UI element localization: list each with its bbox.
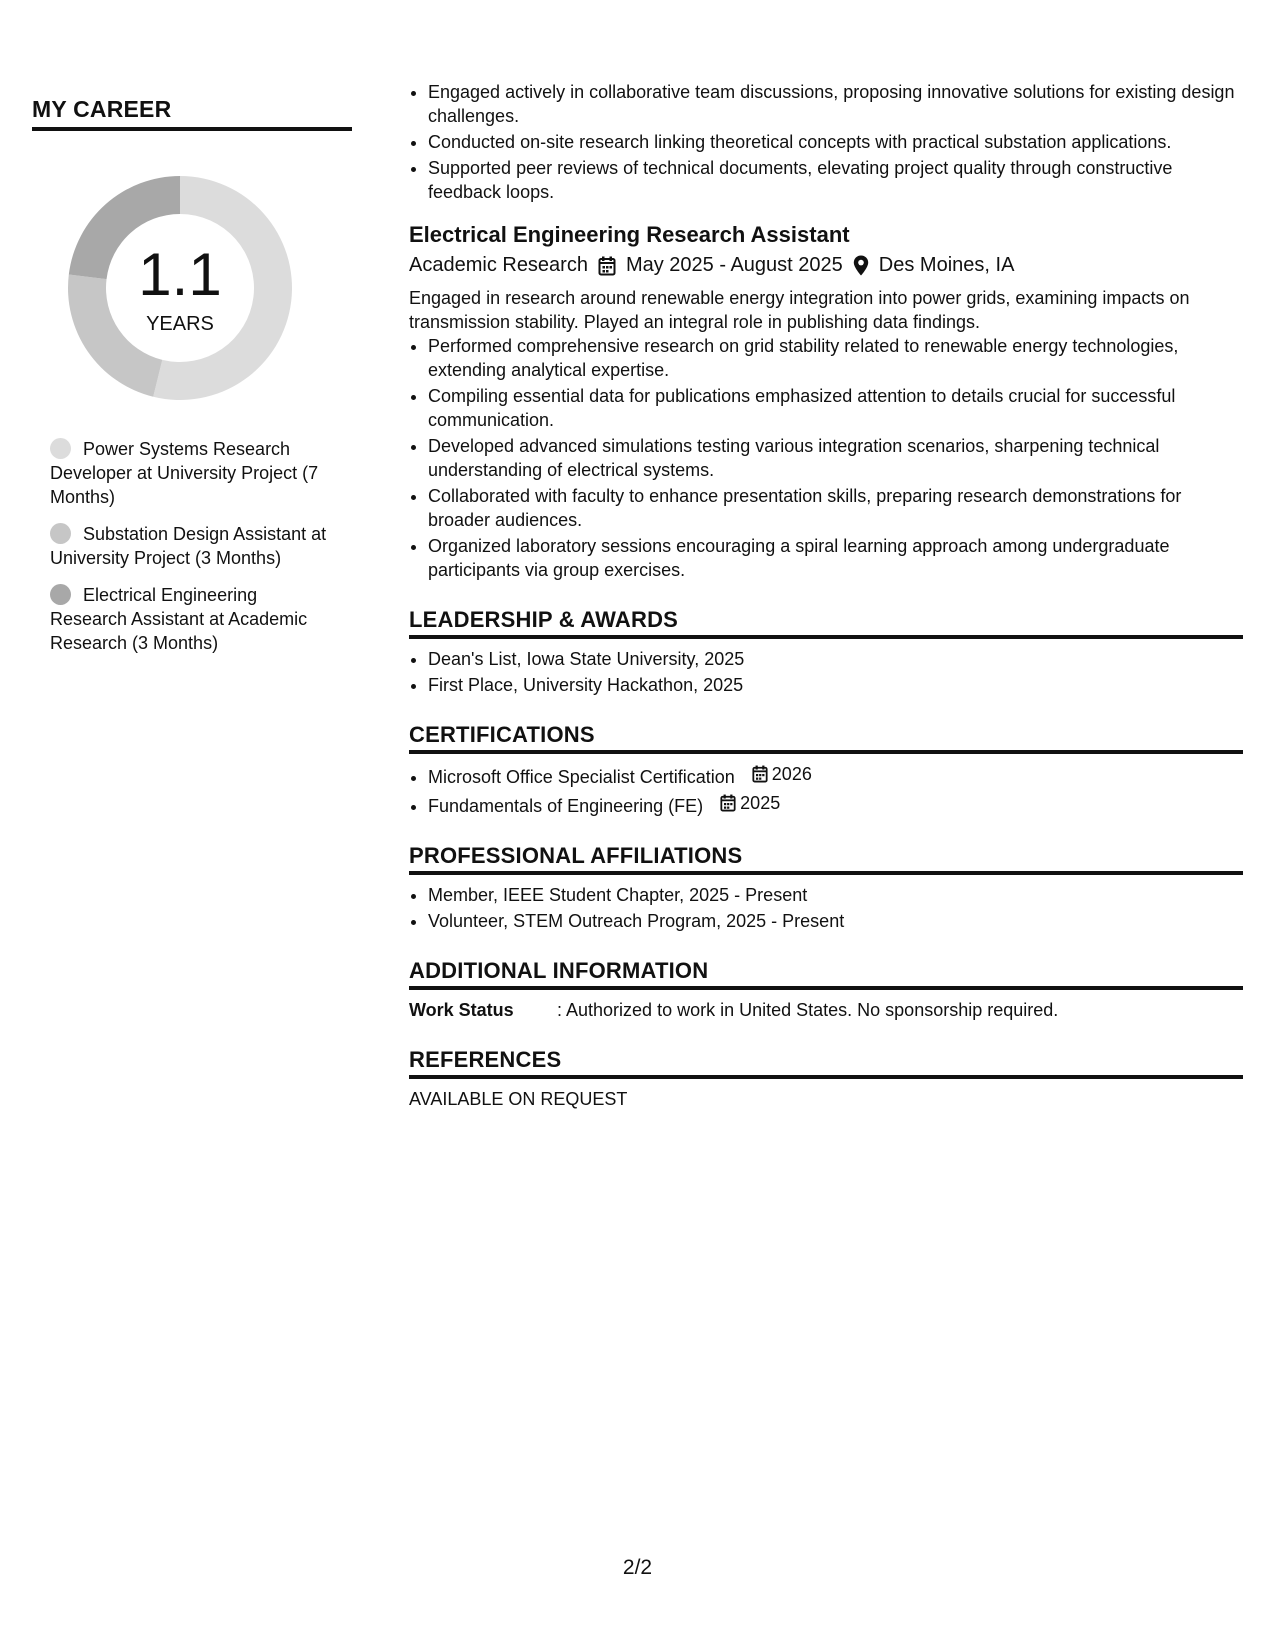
calendar-icon	[752, 765, 768, 783]
legend-item	[50, 522, 330, 570]
map-pin-icon	[853, 255, 869, 276]
leadership-item: • First Place, University Hackathon, 2025	[428, 673, 1243, 697]
certification-name: Fundamentals of Engineering (FE)	[428, 796, 704, 816]
legend-dot	[50, 523, 71, 544]
career-sidebar	[32, 96, 352, 668]
work-status-row	[409, 998, 1243, 1022]
affiliation-item: • Volunteer, STEM Outreach Program, 2025 - Present	[428, 909, 1243, 933]
experience-bullet: • Engaged actively in collaborative team discussions, proposing innovative solutions for existing design challenges.	[428, 80, 1243, 128]
references-section-title: REFERENCES	[409, 1047, 1243, 1079]
career-title: MY CAREER	[32, 96, 352, 131]
certifications-section-title: CERTIFICATIONS	[409, 722, 1243, 754]
legend-text: Power Systems Research Developer at University Project (7 Months)	[50, 439, 319, 507]
work-status-label: Work Status	[409, 1000, 514, 1020]
legend-text: Electrical Engineering Research Assistant at Academic Research (3 Months)	[50, 585, 308, 653]
experience-bullet: • Supported peer reviews of technical documents, elevating project quality through constructive feedback loops.	[428, 156, 1243, 204]
career-legend	[50, 437, 330, 655]
legend-dot	[50, 438, 71, 459]
certification-item	[428, 791, 1243, 818]
continued-experience-bullets	[409, 80, 1243, 204]
leadership-item: • Dean's List, Iowa State University, 2025	[428, 647, 1243, 671]
job-bullet: • Compiling essential data for publications emphasized attention to details crucial for successful communication.	[428, 384, 1243, 432]
legend-item	[50, 437, 330, 509]
page-number: 2/2	[622, 1556, 653, 1579]
job-dates: May 2025 - August 2025	[625, 254, 843, 276]
certifications-list	[409, 762, 1243, 818]
job-bullet: • Performed comprehensive research on grid stability related to renewable energy technologies, extending analytical expertise.	[428, 334, 1243, 382]
references-text: AVAILABLE ON REQUEST	[409, 1089, 628, 1109]
job-bullet: • Organized laboratory sessions encouraging a spiral learning approach among undergraduate participants via group exercises.	[428, 534, 1243, 582]
certification-year: 2025	[740, 793, 781, 813]
job-meta	[409, 254, 1243, 277]
career-donut-chart	[65, 173, 295, 403]
donut-center	[65, 173, 295, 403]
job-title: Electrical Engineering Research Assistant	[409, 222, 850, 247]
job-summary: Engaged in research around renewable energy integration into power grids, examining impacts on transmission stability. Played an integral role in publishing data findings.	[409, 288, 1190, 332]
job-bullet: • Collaborated with faculty to enhance presentation skills, preparing research demonstrations for broader audiences.	[428, 484, 1243, 532]
certification-item	[428, 762, 1243, 789]
legend-dot	[50, 584, 71, 605]
experience-bullet: • Conducted on-site research linking theoretical concepts with practical substation applications.	[428, 130, 1243, 154]
calendar-icon	[720, 794, 736, 812]
leadership-list	[409, 647, 1243, 697]
donut-total-value: 1.1	[138, 241, 222, 308]
legend-item	[50, 583, 330, 655]
certification-name: Microsoft Office Specialist Certification	[428, 767, 735, 787]
job-company: Academic Research	[409, 254, 588, 276]
job-location: Des Moines, IA	[878, 254, 1015, 276]
donut-unit: YEARS	[146, 313, 214, 335]
legend-text: Substation Design Assistant at University Project (3 Months)	[50, 524, 327, 568]
certification-year: 2026	[771, 764, 812, 784]
leadership-section-title: LEADERSHIP & AWARDS	[409, 607, 1243, 639]
work-status-value: : Authorized to work in United States. No sponsorship required.	[557, 1000, 1059, 1020]
affiliations-section-title: PROFESSIONAL AFFILIATIONS	[409, 843, 1243, 875]
calendar-icon	[598, 256, 616, 276]
main-content	[409, 80, 1243, 1111]
affiliation-item: • Member, IEEE Student Chapter, 2025 - Present	[428, 883, 1243, 907]
certification-date	[720, 791, 780, 815]
certification-date	[752, 762, 812, 786]
affiliations-list	[409, 883, 1243, 933]
job-bullets	[409, 334, 1243, 582]
job-bullet: • Developed advanced simulations testing various integration scenarios, sharpening technical understanding of electrical systems.	[428, 434, 1243, 482]
additional-info-section-title: ADDITIONAL INFORMATION	[409, 958, 1243, 990]
